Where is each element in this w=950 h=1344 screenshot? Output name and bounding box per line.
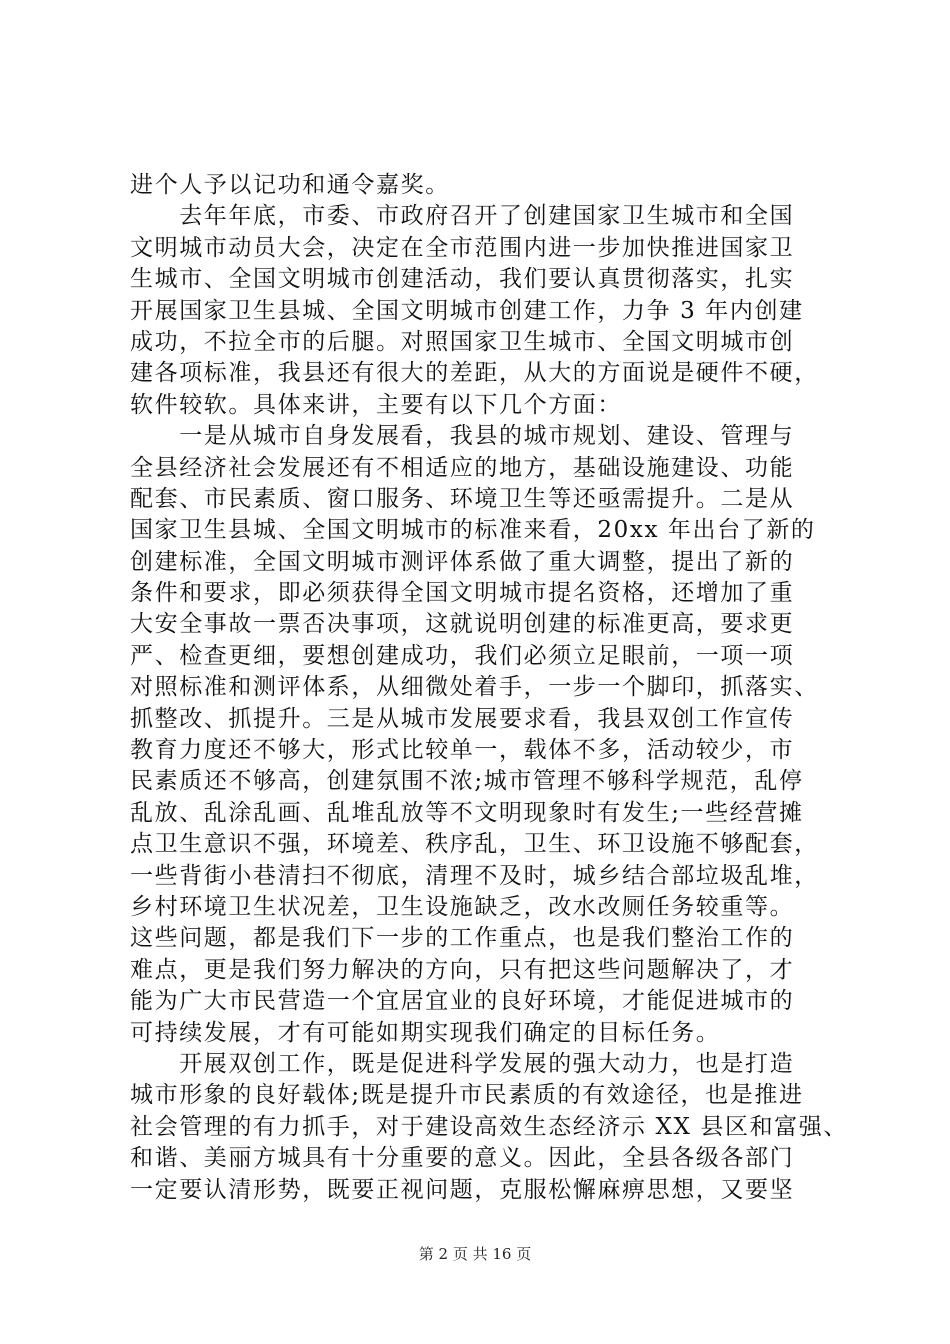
text-line: 严、检查更细，要想创建成功，我们必须立足眼前，一项一项 <box>130 642 795 669</box>
text-line: 一些背街小巷清扫不彻底，清理不及时，城乡结合部垃圾乱堆， <box>130 862 819 889</box>
paragraph <box>130 421 830 1049</box>
text-line: 一定要认清形势，既要正视问题，克服松懈麻痹思想，又要坚 <box>130 1176 795 1203</box>
paragraph <box>130 170 830 201</box>
text-line: 建各项标准，我县还有很大的差距，从大的方面说是硬件不硬， <box>130 360 819 387</box>
text-line: 去年年底，市委、市政府召开了创建国家卫生城市和全国 <box>130 203 795 230</box>
text-line: 进个人予以记功和通令嘉奖。 <box>130 172 450 198</box>
text-line: 难点，更是我们努力解决的方向，只有把这些问题解决了，才 <box>130 956 795 983</box>
text-line: 条件和要求，即必须获得全国文明城市提名资格，还增加了重 <box>130 580 795 607</box>
text-line: 成功，不拉全市的后腿。对照国家卫生城市、全国文明城市创 <box>130 328 795 355</box>
text-line: 创建标准，全国文明城市测评体系做了重大调整，提出了新的 <box>130 548 795 575</box>
text-line: 民素质还不够高，创建氛围不浓;城市管理不够科学规范，乱停 <box>130 768 804 795</box>
text-line: 配套、市民素质、窗口服务、环境卫生等还亟需提升。二是从 <box>130 485 795 512</box>
paragraph <box>130 201 830 421</box>
text-line: 和谐、美丽方城具有十分重要的意义。因此，全县各级各部门 <box>130 1145 795 1172</box>
text-line: 能为广大市民营造一个宜居宜业的良好环境，才能促进城市的 <box>130 988 795 1015</box>
text-line: 点卫生意识不强，环境差、秩序乱，卫生、环卫设施不够配套， <box>130 831 819 858</box>
text-line: 这些问题，都是我们下一步的工作重点，也是我们整治工作的 <box>130 925 795 952</box>
text-line: 一是从城市自身发展看，我县的城市规划、建设、管理与 <box>130 423 795 450</box>
text-line: 乡村环境卫生状况差，卫生设施缺乏，改水改厕任务较重等。 <box>130 893 795 920</box>
text-line: 对照标准和测评体系，从细微处着手，一步一个脚印，抓落实、 <box>130 674 819 701</box>
text-line: 社会管理的有力抓手，对于建设高效生态经济示 XX 县区和富强、 <box>130 1113 848 1140</box>
text-line: 城市形象的良好载体;既是提升市民素质的有效途径，也是推进 <box>130 1082 804 1109</box>
text-line: 开展国家卫生县城、全国文明城市创建工作，力争 3 年内创建 <box>130 297 804 324</box>
text-line: 国家卫生县城、全国文明城市的标准来看，20xx 年出台了新的 <box>130 517 816 544</box>
document-body <box>130 170 848 1206</box>
text-line: 可持续发展，才有可能如期实现我们确定的目标任务。 <box>130 1019 721 1046</box>
text-line: 乱放、乱涂乱画、乱堆乱放等不文明现象时有发生;一些经营摊 <box>130 799 804 826</box>
text-line: 文明城市动员大会，决定在全市范围内进一步加快推进国家卫 <box>130 234 795 261</box>
text-line: 软件较软。具体来讲，主要有以下几个方面： <box>130 391 622 418</box>
page-footer: 第 2 页 共 16 页 <box>418 1245 532 1263</box>
paragraph <box>130 1049 848 1206</box>
text-line: 抓整改、抓提升。三是从城市发展要求看，我县双创工作宣传 <box>130 705 795 732</box>
text-line: 生城市、全国文明城市创建活动，我们要认真贯彻落实，扎实 <box>130 266 795 293</box>
text-line: 全县经济社会发展还有不相适应的地方，基础设施建设、功能 <box>130 454 795 481</box>
text-line: 开展双创工作，既是促进科学发展的强大动力，也是打造 <box>130 1050 795 1077</box>
text-line: 教育力度还不够大，形式比较单一，载体不多，活动较少，市 <box>130 737 795 764</box>
text-line: 大安全事故一票否决事项，这就说明创建的标准更高，要求更 <box>130 611 795 638</box>
